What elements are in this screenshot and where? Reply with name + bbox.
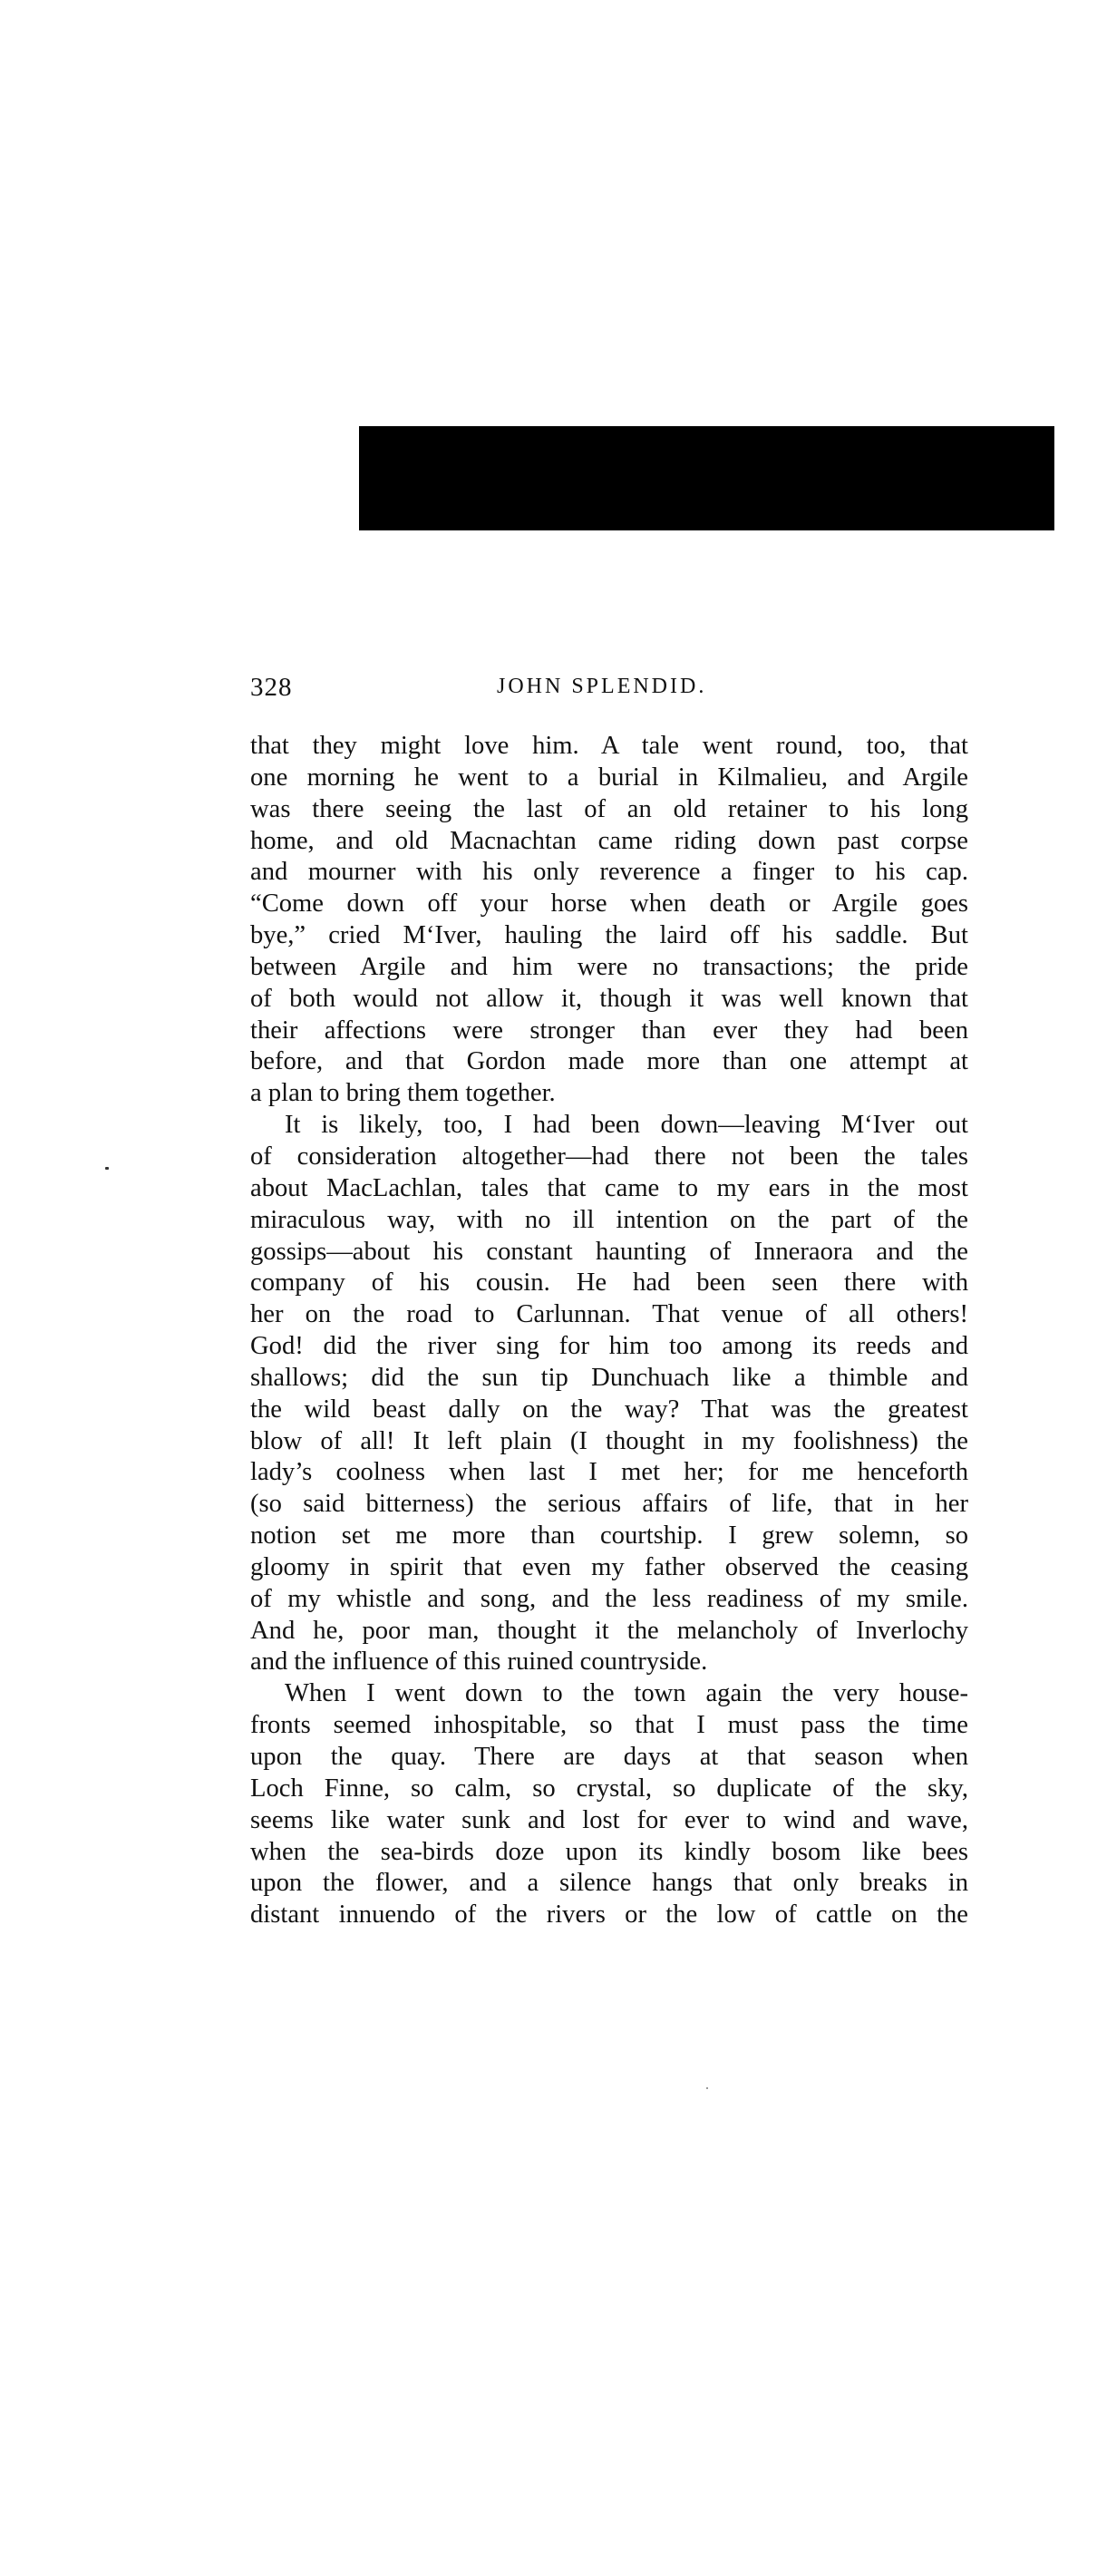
body-text [250,731,968,1931]
text-line: gloomy in spirit that even my father observed the ceasing [250,1552,968,1581]
text-line: of consideration altogether—had there not been the tales [250,1142,968,1171]
text-line: home, and old Macnachtan came riding down past corpse [250,826,968,855]
text-line: fronts seemed inhospitable, so that I must pass the time [250,1711,968,1740]
text-line: God! did the river sing for him too among its reeds and [250,1332,968,1361]
text-line: upon the quay. There are days at that season when [250,1743,968,1771]
text-line: It is likely, too, I had been down—leaving M‘Iver out [285,1111,968,1140]
redaction-bar [359,426,1054,530]
stray-dot [706,2087,708,2089]
text-line: that they might love him. A tale went round, too, that [250,732,968,760]
text-line: Loch Finne, so calm, so crystal, so duplicate of the sky, [250,1774,968,1803]
text-line: distant innuendo of the rivers or the low of cattle on the [250,1900,968,1930]
text-line: a plan to bring them together. [250,1079,556,1108]
text-line: her on the road to Carlunnan. That venue of all others! [250,1300,968,1329]
text-line: When I went down to the town again the very house- [285,1679,968,1708]
margin-mark [105,1167,109,1170]
text-line: shallows; did the sun tip Dunchuach like a thimble and [250,1363,968,1392]
text-line: miraculous way, with no ill intention on the part of the [250,1205,968,1234]
text-line: And he, poor man, thought it the melancholy of Inverlochy [250,1616,968,1645]
text-line: “Come down off your horse when death or Argile goes [250,889,968,919]
text-line: bye,” cried M‘Iver, hauling the laird off his saddle. But [250,921,968,950]
text-line: between Argile and him were no transactions; the pride [250,952,968,981]
text-line: before, and that Gordon made more than one attempt at [250,1047,968,1076]
text-line: upon the flower, and a silence hangs that only breaks in [250,1869,968,1898]
text-line: gossips—about his constant haunting of Inneraora and the [250,1237,968,1266]
text-line: company of his cousin. He had been seen there with [250,1269,968,1298]
text-line: when the sea-birds doze upon its kindly bosom like bees [250,1837,968,1866]
text-line: blow of all! It left plain (I thought in my foolishness) the [250,1426,968,1455]
text-line: about MacLachlan, tales that came to my ears in the most [250,1173,968,1202]
text-line: and mourner with his only reverence a finger to his cap. [250,858,968,887]
text-line: notion set me more than courtship. I grew solemn, so [250,1521,968,1550]
text-line: their affections were stronger than ever they had been [250,1016,968,1045]
text-line: (so said bitterness) the serious affairs of life, that in her [250,1490,968,1519]
page-number: 328 [250,673,293,702]
running-title: JOHN SPLENDID. [497,675,707,698]
running-head [250,673,968,709]
text-line: lady’s coolness when last I met her; for me henceforth [250,1458,968,1487]
text-line: of both would not allow it, though it was well known that [250,984,968,1013]
text-line: and the influence of this ruined countryside. [250,1648,708,1677]
text-line: the wild beast dally on the way? That was the greatest [250,1395,968,1424]
text-line: of my whistle and song, and the less readiness of my smile. [250,1584,968,1613]
text-line: seems like water sunk and lost for ever to wind and wave, [250,1805,968,1834]
text-line: one morning he went to a burial in Kilmalieu, and Argile [250,763,968,792]
text-line: was there seeing the last of an old retainer to his long [250,794,968,823]
